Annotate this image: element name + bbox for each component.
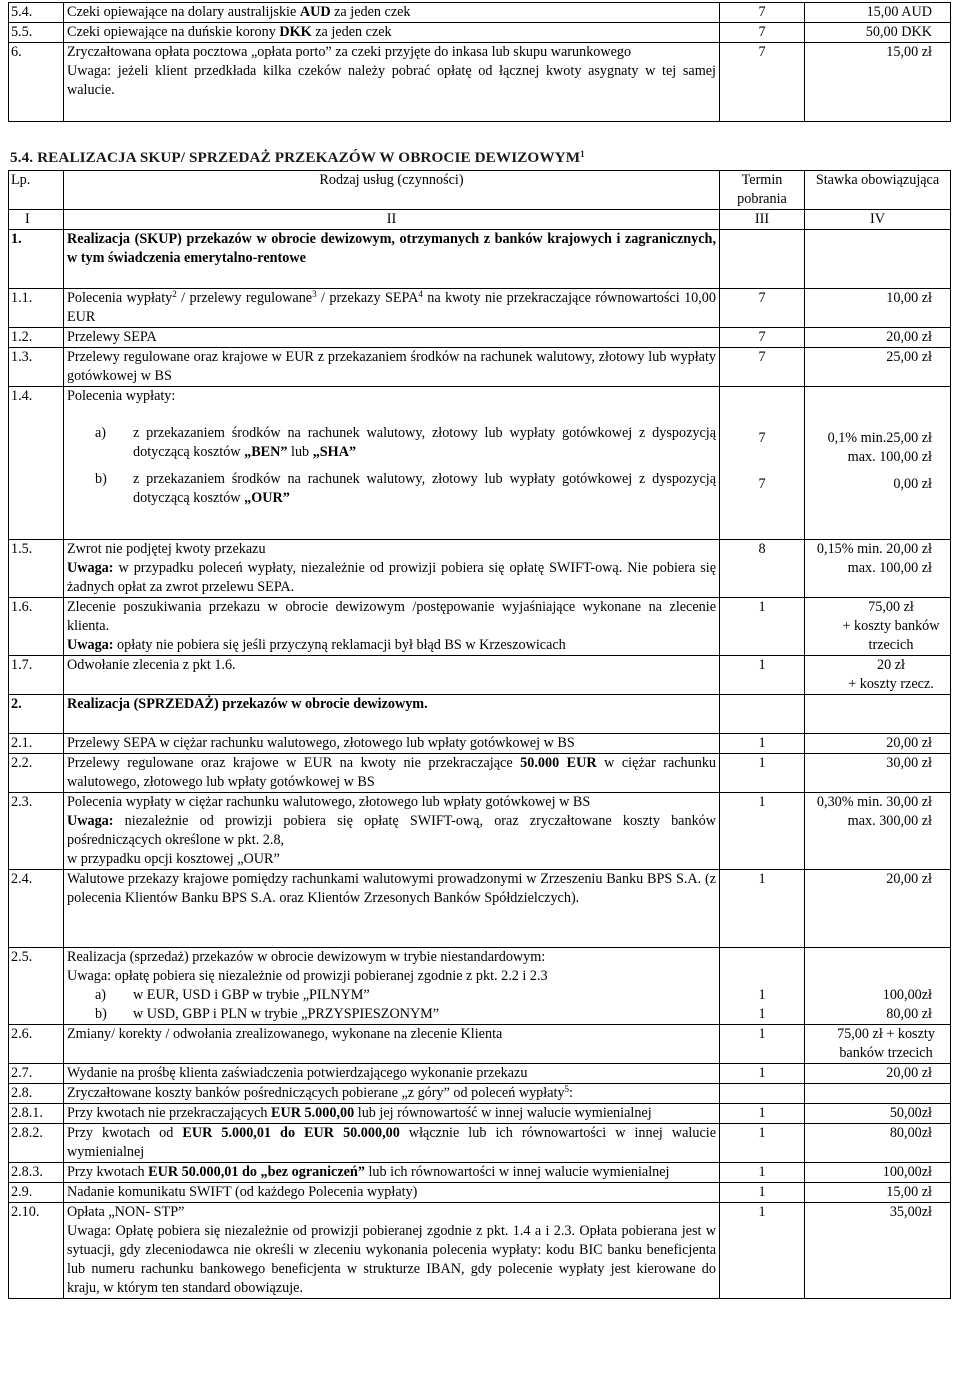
row-rate: 20,00 zł xyxy=(805,328,951,348)
row-term xyxy=(720,230,805,289)
row-text: Przy kwotach EUR 50.000,01 do „bez ograniczeń” lub ich równowartości w innej walucie wymienialnej xyxy=(64,1163,720,1183)
row-text: Zryczałtowane koszty banków pośredniczących pobierane „z góry” od poleceń wypłaty$^5$: xyxy=(64,1084,720,1104)
table-row xyxy=(9,1064,951,1084)
table-row xyxy=(9,1183,951,1203)
row-lp: 1.7. xyxy=(9,656,64,695)
row-lp: 2.4. xyxy=(9,870,64,948)
row-lp: 1.1. xyxy=(9,289,64,328)
row-rate: 15,00 AUD xyxy=(805,3,951,23)
row-lp: 2.7. xyxy=(9,1064,64,1084)
roman-iii: III xyxy=(720,210,805,230)
table-row xyxy=(9,948,951,1025)
row-rate: 30,00 zł xyxy=(805,754,951,793)
row-lp: 2.8.3. xyxy=(9,1163,64,1183)
row-term: 1 xyxy=(720,1203,805,1299)
row-text: Odwołanie zlecenia z pkt 1.6. xyxy=(64,656,720,695)
row-term: 1 xyxy=(720,754,805,793)
row-rate: 20,00 zł xyxy=(805,734,951,754)
row-text: Zryczałtowana opłata pocztowa „opłata porto” za czeki przyjęte do inkasa lub skupu warunkowego Uwaga: jeżeli klient przedkłada kilka czeków należy pobrać opłatę od łącznej kwoty asygnaty w tej samej walucie. xyxy=(64,43,720,122)
header-term: Termin pobrania xyxy=(720,171,805,210)
row-lp: 5.4. xyxy=(9,3,64,23)
row-term: 7 7 xyxy=(720,387,805,540)
header-rate: Stawka obowiązująca xyxy=(805,171,951,210)
table-row xyxy=(9,1203,951,1299)
sub-item-b: b) w USD, GBP i PLN w trybie „PRZYSPIESZONYM” xyxy=(95,1006,440,1022)
row-rate: 15,00 zł xyxy=(805,1183,951,1203)
row-text: Przelewy regulowane oraz krajowe w EUR z przekazaniem środków na rachunek walutowy, złotowy lub wypłaty gotówkowej w BS xyxy=(64,348,720,387)
roman-iv: IV xyxy=(805,210,951,230)
cheques-table xyxy=(8,2,951,122)
row-text: Przelewy SEPA w ciężar rachunku walutowego, złotowego lub wpłaty gotówkowej w BS xyxy=(64,734,720,754)
row-term: 7 xyxy=(720,348,805,387)
table-row xyxy=(9,23,951,43)
row-rate: 80,00zł xyxy=(805,1124,951,1163)
row-rate: 20 zł + koszty rzecz. xyxy=(805,656,951,695)
row-term: 1 xyxy=(720,870,805,948)
row-text: Przelewy SEPA xyxy=(64,328,720,348)
header-service: Rodzaj usług (czynności) xyxy=(64,171,720,210)
row-rate: 75,00 zł + koszty banków trzecich xyxy=(805,1025,951,1064)
row-term: 1 xyxy=(720,598,805,656)
table-row xyxy=(9,656,951,695)
row-term: 1 xyxy=(720,1025,805,1064)
row-lp: 1.6. xyxy=(9,598,64,656)
row-term: 8 xyxy=(720,540,805,598)
row-term: 1 xyxy=(720,1064,805,1084)
table-row xyxy=(9,870,951,948)
row-text: Realizacja (SKUP) przekazów w obrocie dewizowym, otrzymanych z banków krajowych i zagranicznych, w tym świadczenia emerytalno-rentowe xyxy=(64,230,720,289)
row-rate: 10,00 zł xyxy=(805,289,951,328)
row-rate: 35,00zł xyxy=(805,1203,951,1299)
row-rate: 50,00 DKK xyxy=(805,23,951,43)
row-text: Zwrot nie podjętej kwoty przekazu Uwaga: w przypadku poleceń wypłaty, niezależnie od prowizji pobiera się opłatę SWIFT-ową. Nie pobiera się żadnych opłat za zwrot przelewu SEPA. xyxy=(64,540,720,598)
row-text: Walutowe przekazy krajowe pomiędzy rachunkami walutowymi prowadzonymi w Zrzeszeniu Banku BPS S.A. (z polecenia Klientów Banku BPS S.A. oraz Klientów Zrzesonych Banków Spółdzielczych). xyxy=(64,870,720,948)
table-row xyxy=(9,348,951,387)
row-rate: 20,00 zł xyxy=(805,1064,951,1084)
roman-i: I xyxy=(9,210,64,230)
table-row xyxy=(9,289,951,328)
table-row xyxy=(9,1104,951,1124)
transfers-table xyxy=(8,170,951,1299)
row-lp: 6. xyxy=(9,43,64,122)
row-note: Uwaga: jeżeli klient przedkłada kilka czeków należy pobrać opłatę od łącznej kwoty asygnaty w tej samej walucie. xyxy=(67,63,716,98)
row-lp: 1.3. xyxy=(9,348,64,387)
table-row xyxy=(9,598,951,656)
row-term: 7 xyxy=(720,23,805,43)
row-lp: 1.5. xyxy=(9,540,64,598)
row-lp: 1.2. xyxy=(9,328,64,348)
table-row xyxy=(9,230,951,289)
table-row xyxy=(9,3,951,23)
row-text: Czeki opiewające na dolary australijskie AUD za jeden czek xyxy=(64,3,720,23)
row-text: Przelewy regulowane oraz krajowe w EUR na kwoty nie przekraczające 50.000 EUR w ciężar rachunku walutowego, złotowego lub wpłaty gotówkowej w BS xyxy=(64,754,720,793)
row-rate: 0,15% min. 20,00 zł max. 100,00 zł xyxy=(805,540,951,598)
row-term: 1 xyxy=(720,1163,805,1183)
row-term: 1 1 xyxy=(720,948,805,1025)
table-row xyxy=(9,793,951,870)
row-rate: 0,30% min. 30,00 zł max. 300,00 zł xyxy=(805,793,951,870)
row-text: Przy kwotach od EUR 5.000,01 do EUR 50.000,00 włącznie lub ich równowartości w innej walucie wymienialnej xyxy=(64,1124,720,1163)
row-rate xyxy=(805,695,951,734)
row-text: Polecenia wypłaty: a) z przekazaniem środków na rachunek walutowy, złotowy lub wypłaty gotówkowej z dyspozycją dotyczącą kosztów „BEN” lub „SHA” b) z przekazaniem środków na rachunek walutowy, złotowy lub wypłaty gotówkowej z dyspozycją dotyczącą kosztów „OUR” xyxy=(64,387,720,540)
row-lp: 2.5. xyxy=(9,948,64,1025)
row-lp: 2. xyxy=(9,695,64,734)
row-term: 1 xyxy=(720,656,805,695)
row-lp: 2.1. xyxy=(9,734,64,754)
row-lp: 1. xyxy=(9,230,64,289)
row-term: 7 xyxy=(720,328,805,348)
table-row xyxy=(9,387,951,540)
sub-item-a: a) z przekazaniem środków na rachunek walutowy, złotowy lub wypłaty gotówkowej z dyspozycją dotyczącą kosztów „BEN” lub „SHA” xyxy=(95,425,716,460)
row-lp: 2.3. xyxy=(9,793,64,870)
row-rate: 100,00zł xyxy=(805,1163,951,1183)
row-lp: 2.8. xyxy=(9,1084,64,1104)
row-lp: 1.4. xyxy=(9,387,64,540)
row-rate: 15,00 zł xyxy=(805,43,951,122)
row-text: Czeki opiewające na duńskie korony DKK za jeden czek xyxy=(64,23,720,43)
row-text: Polecenia wypłaty$^2$ / przelewy regulowane$^3$ / przekazy SEPA$^4$ na kwoty nie przekraczające równowartości 10,00 EUR xyxy=(64,289,720,328)
table-row xyxy=(9,328,951,348)
row-rate: 50,00zł xyxy=(805,1104,951,1124)
row-text: Realizacja (sprzedaż) przekazów w obrocie dewizowym w trybie niestandardowym: Uwaga: opłatę pobiera się niezależnie od prowizji pobieranej zgodnie z pkt. 2.2 i 2.3 a) w EUR, USD i GBP w trybie „PILNYM” b) w USD, GBP i PLN w trybie „PRZYSPIESZONYM” xyxy=(64,948,720,1025)
table-row xyxy=(9,754,951,793)
row-text: Realizacja (SPRZEDAŻ) przekazów w obrocie dewizowym. xyxy=(64,695,720,734)
row-term: 1 xyxy=(720,793,805,870)
row-term: 1 xyxy=(720,1124,805,1163)
row-lp: 2.2. xyxy=(9,754,64,793)
table-header xyxy=(9,171,951,210)
row-term xyxy=(720,1084,805,1104)
row-lp: 2.8.2. xyxy=(9,1124,64,1163)
row-rate: 0,1% min.25,00 zł max. 100,00 zł 0,00 zł xyxy=(805,387,951,540)
row-term: 7 xyxy=(720,3,805,23)
row-lp: 2.10. xyxy=(9,1203,64,1299)
row-term xyxy=(720,695,805,734)
table-row xyxy=(9,1124,951,1163)
table-row xyxy=(9,1163,951,1183)
row-lp: 2.8.1. xyxy=(9,1104,64,1124)
row-rate: 20,00 zł xyxy=(805,870,951,948)
row-text: Polecenia wypłaty w ciężar rachunku walutowego, złotowego lub wpłaty gotówkowej w BS Uwaga: niezależnie od prowizji pobiera się opłatę SWIFT-ową, oraz zryczałtowane koszty banków pośredniczących określone w pkt. 2.8, w przypadku opcji kosztowej „OUR” xyxy=(64,793,720,870)
table-row xyxy=(9,734,951,754)
row-term: 7 xyxy=(720,43,805,122)
row-rate: 75,00 zł + koszty banków trzecich xyxy=(805,598,951,656)
roman-ii: II xyxy=(64,210,720,230)
row-text: Zlecenie poszukiwania przekazu w obrocie dewizowym /postępowanie wyjaśniające wykonane na zlecenie klienta. Uwaga: opłaty nie pobiera się jeśli przyczyną reklamacji był błąd BS w Krzeszowicach xyxy=(64,598,720,656)
sub-item-b: b) z przekazaniem środków na rachunek walutowy, złotowy lub wypłaty gotówkowej z dyspozycją dotyczącą kosztów „OUR” xyxy=(95,471,716,506)
row-rate: 25,00 zł xyxy=(805,348,951,387)
header-lp: Lp. xyxy=(9,171,64,210)
roman-row xyxy=(9,210,951,230)
table-row xyxy=(9,695,951,734)
row-text: Nadanie komunikatu SWIFT (od każdego Polecenia wypłaty) xyxy=(64,1183,720,1203)
row-text: Zmiany/ korekty / odwołania zrealizowanego, wykonane na zlecenie Klienta xyxy=(64,1025,720,1064)
sub-item-a: a) w EUR, USD i GBP w trybie „PILNYM” xyxy=(95,987,370,1003)
row-term: 1 xyxy=(720,1104,805,1124)
row-rate: 100,00zł 80,00 zł xyxy=(805,948,951,1025)
row-rate xyxy=(805,1084,951,1104)
row-lp: 5.5. xyxy=(9,23,64,43)
row-text: Przy kwotach nie przekraczających EUR 5.000,00 lub jej równowartość w innej walucie wymienialnej xyxy=(64,1104,720,1124)
row-lp: 2.9. xyxy=(9,1183,64,1203)
row-term: 7 xyxy=(720,289,805,328)
row-rate xyxy=(805,230,951,289)
row-term: 1 xyxy=(720,734,805,754)
table-row xyxy=(9,1025,951,1064)
row-lp: 2.6. xyxy=(9,1025,64,1064)
row-text: Wydanie na prośbę klienta zaświadczenia potwierdzającego wykonanie przekazu xyxy=(64,1064,720,1084)
table-row xyxy=(9,540,951,598)
table-row xyxy=(9,43,951,122)
row-term: 1 xyxy=(720,1183,805,1203)
row-text: Opłata „NON- STP” Uwaga: Opłatę pobiera się niezależnie od prowizji pobieranej zgodnie z pkt. 1.4 a i 2.3. Opłata pobierana jest w sytuacji, gdy zleceniodawca nie określi w zleceniu wykonania polecenia wypłaty: kodu BIC banku beneficjenta lub numeru rachunku bankowego beneficjenta w strukturze IBAN, gdy polecenie wypłaty jest kierowane do kraju, w którym ten standard obowiązuje. xyxy=(64,1203,720,1299)
table-row xyxy=(9,1084,951,1104)
section-title: 5.4. REALIZACJA SKUP/ SPRZEDAŻ PRZEKAZÓW W OBROCIE DEWIZOWYM$^1$ xyxy=(10,149,585,166)
